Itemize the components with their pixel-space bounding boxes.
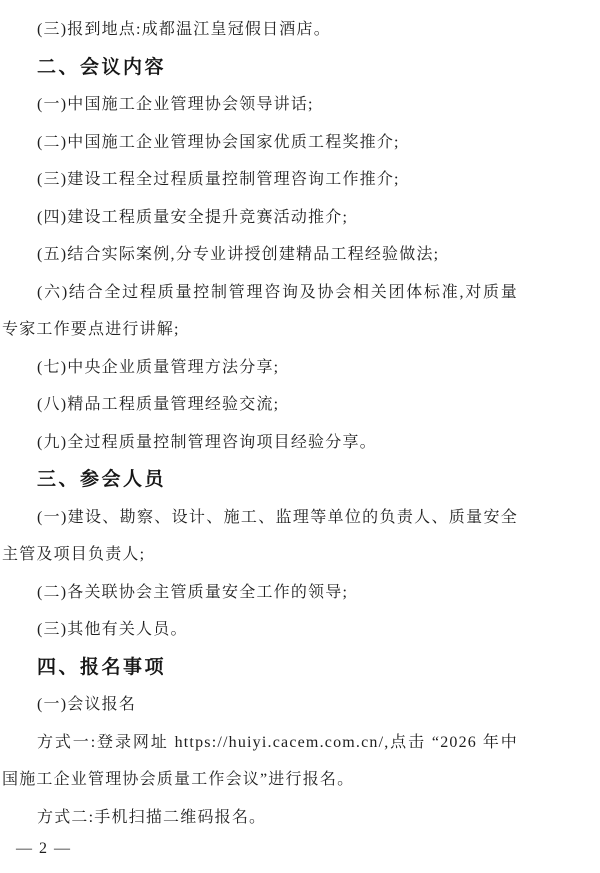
doc-paragraph: (一)中国施工企业管理协会领导讲话; — [37, 96, 314, 113]
section-heading: 二、会议内容 — [37, 56, 167, 78]
doc-paragraph: (三)其他有关人员。 — [37, 621, 188, 638]
section-heading: 四、报名事项 — [37, 656, 167, 678]
doc-paragraph: (五)结合实际案例,分专业讲授创建精品工程经验做法; — [37, 246, 440, 263]
section-heading: 三、参会人员 — [37, 469, 167, 490]
doc-paragraph: (二)中国施工企业管理协会国家优质工程奖推介; — [37, 133, 400, 151]
doc-paragraph: (八)精品工程质量管理经验交流; — [37, 396, 280, 413]
doc-paragraph: (九)全过程质量控制管理咨询项目经验分享。 — [37, 433, 377, 451]
doc-paragraph: (四)建设工程质量安全提升竞赛活动推介; — [37, 208, 349, 226]
doc-paragraph: (六)结合全过程质量控制管理咨询及协会相关团体标准,对质量专家工作要点进行讲解; — [2, 283, 518, 338]
doc-paragraph: (二)各关联协会主管质量安全工作的领导; — [37, 583, 349, 601]
doc-paragraph: 方式二:手机扫描二维码报名。 — [37, 808, 267, 826]
doc-paragraph: (三)报到地点:成都温江皇冠假日酒店。 — [37, 21, 331, 38]
doc-paragraph: (一)会议报名 — [37, 696, 137, 713]
page-number: — 2 — — [16, 840, 72, 857]
doc-paragraph: 方式一:登录网址 https://huiyi.cacem.com.cn/,点击 “2026 年中国施工企业管理协会质量工作会议”进行报名。 — [2, 733, 518, 788]
doc-paragraph: (三)建设工程全过程质量控制管理咨询工作推介; — [37, 171, 400, 188]
doc-paragraph: (七)中央企业质量管理方法分享; — [37, 358, 280, 376]
doc-paragraph: (一)建设、勘察、设计、施工、监理等单位的负责人、质量安全主管及项目负责人; — [2, 508, 518, 563]
